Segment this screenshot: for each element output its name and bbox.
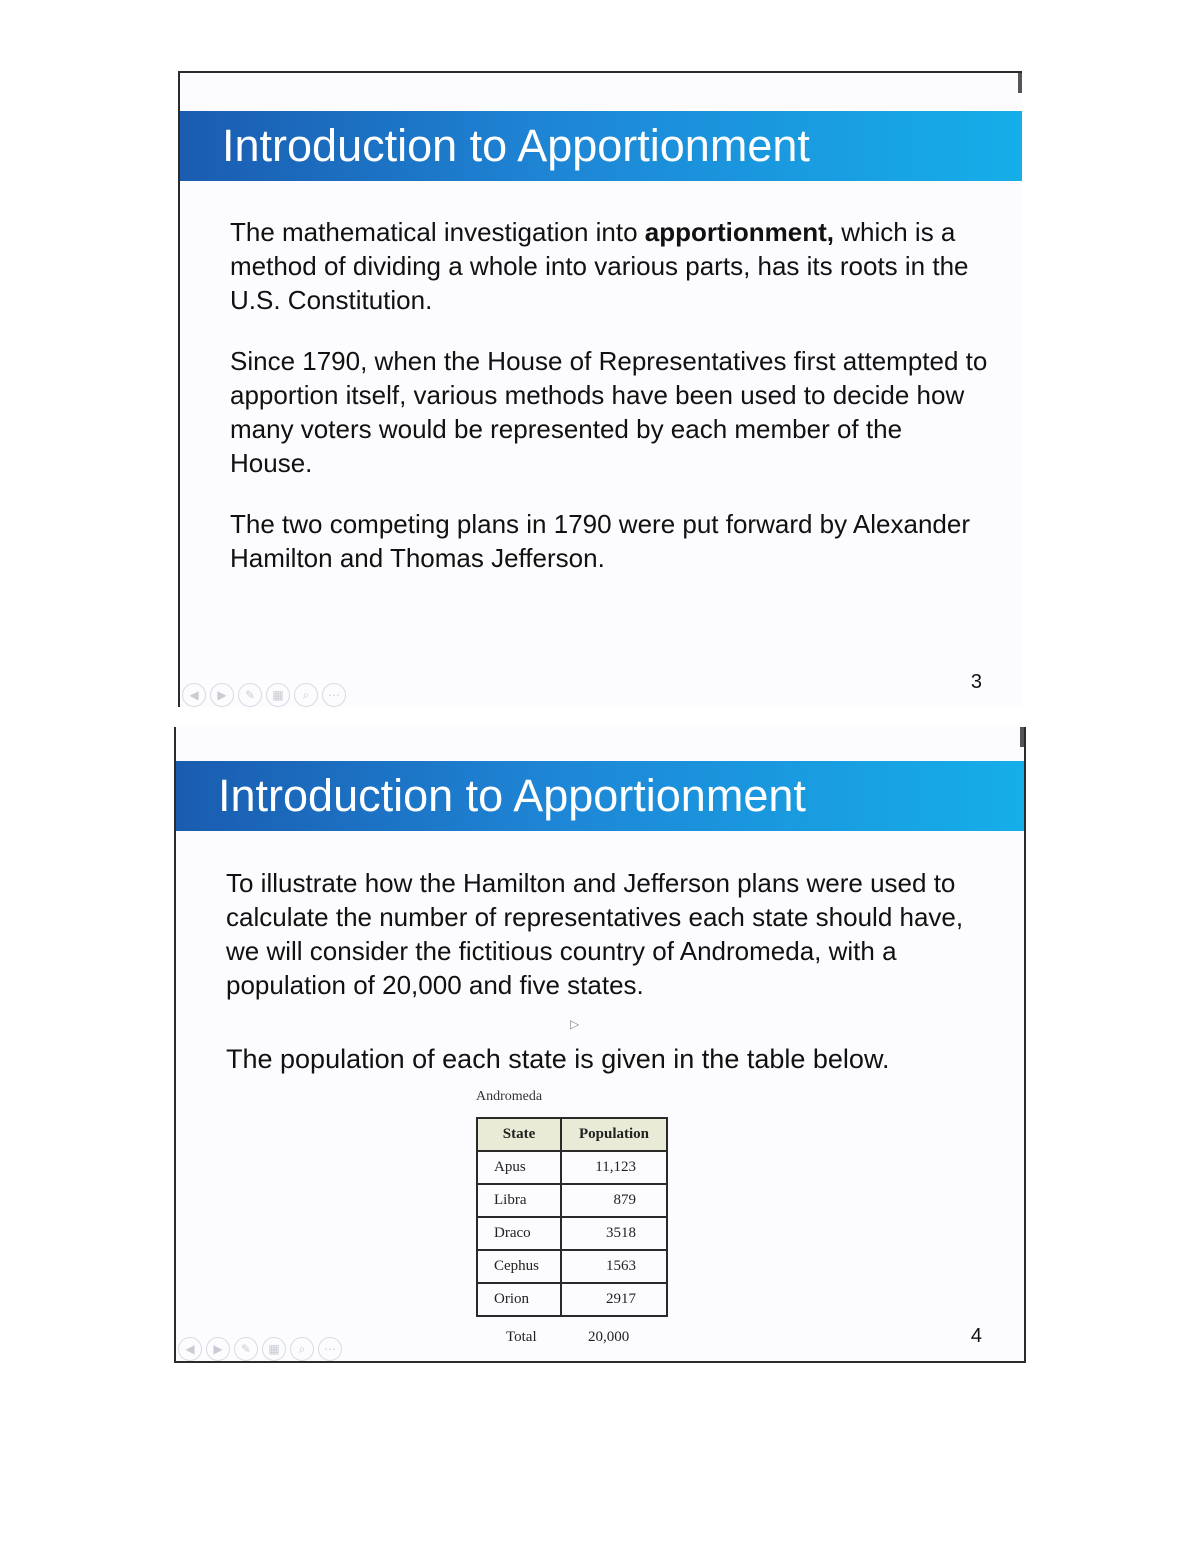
paragraph-1: The mathematical investigation into apportionment, which is a method of dividing a whole into various parts, has its roots in the U.S. Constitution. (230, 217, 969, 315)
bold-term: apportionment, (644, 217, 834, 247)
total-label: Total (506, 1329, 537, 1345)
population-table (476, 1117, 668, 1317)
paragraph-1: To illustrate how the Hamilton and Jefferson plans were used to calculate the number of representatives each state should have, we will consider the fictitious country of Andromeda, with a population of 20,000 and five states. (226, 868, 964, 1000)
slide-body (226, 866, 986, 1103)
slide-nav-toolbar (178, 1337, 342, 1361)
state-cell: Draco (477, 1217, 561, 1250)
mouse-cursor-icon: ▷ (570, 1017, 580, 1031)
page-number: 4 (970, 1325, 982, 1347)
total-value: 20,000 (588, 1329, 630, 1345)
paragraph-3: The two competing plans in 1790 were put forward by Alexander Hamilton and Thomas Jefferson. (230, 509, 970, 573)
pen-icon[interactable]: ✎ (238, 683, 262, 707)
slide-body (230, 215, 990, 602)
population-cell: 11,123 (561, 1151, 667, 1184)
table-row (477, 1184, 667, 1217)
more-options-icon[interactable]: ⋯ (322, 683, 346, 707)
population-cell: 879 (561, 1184, 667, 1217)
paragraph-2: The population of each state is given in the table below. (226, 1044, 890, 1074)
slide-title: Introduction to Apportionment (222, 120, 810, 171)
population-cell: 2917 (561, 1283, 667, 1316)
slide-edge-marker (1018, 73, 1022, 93)
previous-slide-icon[interactable]: ◀ (182, 683, 206, 707)
zoom-icon[interactable]: ⌕ (290, 1337, 314, 1361)
next-slide-icon[interactable]: ▶ (210, 683, 234, 707)
zoom-icon[interactable]: ⌕ (294, 683, 318, 707)
slide-3 (178, 71, 1022, 707)
table-row (477, 1283, 667, 1316)
population-cell: 1563 (561, 1250, 667, 1283)
table-row (477, 1250, 667, 1283)
state-cell: Cephus (477, 1250, 561, 1283)
slide-edge-marker (1020, 727, 1024, 747)
page-number: 3 (970, 671, 982, 693)
slide-4 (174, 727, 1026, 1363)
slides-grid-icon[interactable]: ▦ (262, 1337, 286, 1361)
table-header-row (477, 1118, 667, 1151)
slide-nav-toolbar (182, 683, 346, 707)
slide-title: Introduction to Apportionment (218, 770, 806, 821)
next-slide-icon[interactable]: ▶ (206, 1337, 230, 1361)
table-row (477, 1151, 667, 1184)
title-banner (180, 111, 1022, 181)
header-population: Population (561, 1118, 667, 1151)
title-banner (176, 761, 1024, 831)
slides-grid-icon[interactable]: ▦ (266, 683, 290, 707)
table-caption: Andromeda (476, 1089, 543, 1104)
population-cell: 3518 (561, 1217, 667, 1250)
pen-icon[interactable]: ✎ (234, 1337, 258, 1361)
state-cell: Orion (477, 1283, 561, 1316)
paragraph-2: Since 1790, when the House of Representatives first attempted to apportion itself, various methods have been used to decide how many voters would be represented by each member of the House. (230, 346, 988, 478)
state-cell: Libra (477, 1184, 561, 1217)
previous-slide-icon[interactable]: ◀ (178, 1337, 202, 1361)
more-options-icon[interactable]: ⋯ (318, 1337, 342, 1361)
state-cell: Apus (477, 1151, 561, 1184)
header-state: State (477, 1118, 561, 1151)
table-row (477, 1217, 667, 1250)
